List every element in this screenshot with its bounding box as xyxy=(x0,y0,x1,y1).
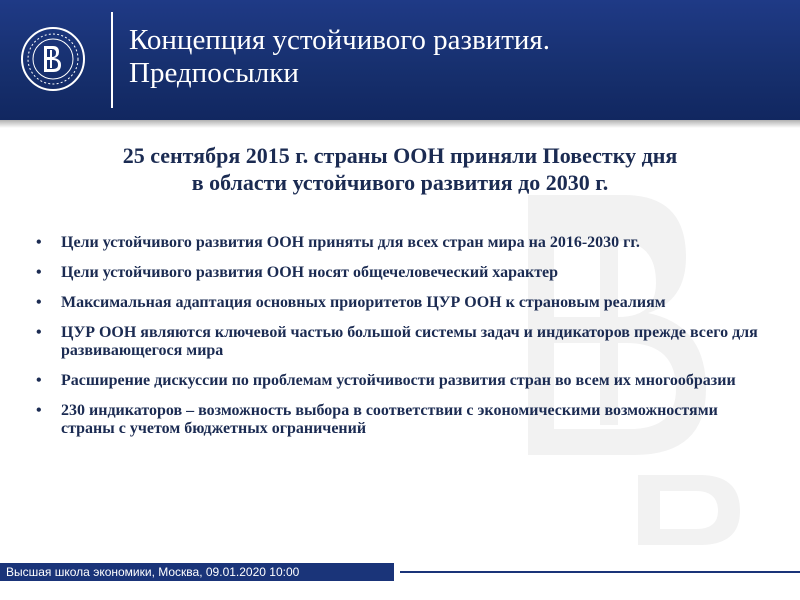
hse-logo-icon xyxy=(20,26,86,92)
header-divider xyxy=(111,12,113,108)
bullet-item-2: • Цели устойчивого развития ООН носят общечеловеческий характер xyxy=(36,264,762,282)
bullet-item-4: • ЦУР ООН являются ключевой частью большой системы задач и индикаторов прежде всего для развивающегося мира xyxy=(36,324,762,360)
header-bar xyxy=(0,0,800,120)
bullet-item-5: • Расширение дискуссии по проблемам устойчивости развития стран во всем их многообразии xyxy=(36,372,762,390)
bullet-list xyxy=(36,234,762,450)
slide-title-line-2: Предпосылки xyxy=(129,57,299,89)
header-shadow xyxy=(0,120,800,128)
agenda-subtitle-line-2: в области устойчивого развития до 2030 г. xyxy=(191,170,609,195)
slide-title xyxy=(129,24,550,90)
footer-line xyxy=(400,571,800,573)
bullet-item-3: • Максимальная адаптация основных приоритетов ЦУР ООН к страновым реалиям xyxy=(36,294,762,312)
agenda-subtitle xyxy=(40,142,760,196)
slide-title-line-1: Концепция устойчивого развития. xyxy=(129,24,550,56)
agenda-subtitle-line-1: 25 сентября 2015 г. страны ООН приняли Повестку дня xyxy=(122,143,678,168)
bullet-item-6: • 230 индикаторов – возможность выбора в соответствии с экономическими возможностями страны с учетом бюджетных ограничений xyxy=(36,402,762,438)
bullet-item-1: • Цели устойчивого развития ООН приняты для всех стран мира на 2016-2030 гг. xyxy=(36,234,762,252)
footer-label: Высшая школа экономики, Москва, 09.01.2020 10:00 xyxy=(0,563,396,581)
